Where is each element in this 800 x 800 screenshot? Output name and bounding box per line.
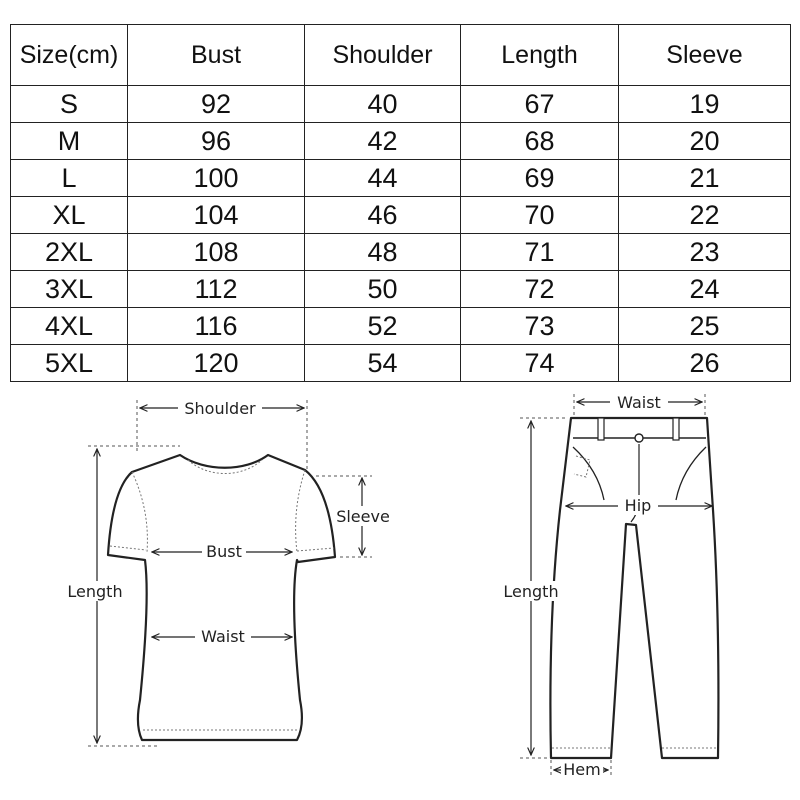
header-bust: Bust — [128, 25, 305, 86]
cell-size: 5XL — [11, 345, 128, 382]
shirt-bust-label: Bust — [206, 542, 242, 561]
table-row — [11, 234, 791, 271]
cell-shoulder: 42 — [305, 123, 461, 160]
cell-length: 70 — [461, 197, 619, 234]
cell-bust: 112 — [128, 271, 305, 308]
cell-size: 3XL — [11, 271, 128, 308]
cell-shoulder: 44 — [305, 160, 461, 197]
shirt-sleeve-label: Sleeve — [336, 507, 390, 526]
table-row — [11, 86, 791, 123]
size-chart-table — [10, 24, 791, 382]
cell-length: 67 — [461, 86, 619, 123]
table-row — [11, 197, 791, 234]
cell-shoulder: 52 — [305, 308, 461, 345]
table-row — [11, 123, 791, 160]
cell-length: 68 — [461, 123, 619, 160]
tshirt-outline — [108, 455, 335, 740]
pants-diagram — [500, 392, 718, 780]
cell-sleeve: 24 — [619, 271, 791, 308]
garment-measurement-diagram — [0, 380, 800, 800]
header-length: Length — [461, 25, 619, 86]
belt-loop-left — [598, 418, 604, 440]
cell-shoulder: 54 — [305, 345, 461, 382]
cell-size: XL — [11, 197, 128, 234]
cell-sleeve: 26 — [619, 345, 791, 382]
pants-button — [635, 434, 643, 442]
shirt-waist-label: Waist — [201, 627, 245, 646]
table-header-row — [11, 25, 791, 86]
pants-length-label: Length — [503, 582, 559, 601]
tshirt-diagram — [64, 398, 392, 746]
cell-length: 71 — [461, 234, 619, 271]
cell-size: S — [11, 86, 128, 123]
cell-shoulder: 48 — [305, 234, 461, 271]
cell-shoulder: 50 — [305, 271, 461, 308]
cell-shoulder: 46 — [305, 197, 461, 234]
table-row — [11, 345, 791, 382]
cell-bust: 96 — [128, 123, 305, 160]
pants-hem-label: Hem — [563, 760, 601, 779]
table-row — [11, 271, 791, 308]
cell-bust: 104 — [128, 197, 305, 234]
cell-bust: 120 — [128, 345, 305, 382]
belt-loop-right — [673, 418, 679, 440]
cell-size: L — [11, 160, 128, 197]
header-size: Size(cm) — [11, 25, 128, 86]
cell-size: 2XL — [11, 234, 128, 271]
cell-sleeve: 21 — [619, 160, 791, 197]
shirt-length-label: Length — [67, 582, 123, 601]
table-row — [11, 308, 791, 345]
cell-size: M — [11, 123, 128, 160]
cell-length: 72 — [461, 271, 619, 308]
cell-shoulder: 40 — [305, 86, 461, 123]
header-shoulder: Shoulder — [305, 25, 461, 86]
cell-bust: 92 — [128, 86, 305, 123]
cell-sleeve: 22 — [619, 197, 791, 234]
cell-length: 69 — [461, 160, 619, 197]
header-sleeve: Sleeve — [619, 25, 791, 86]
shirt-shoulder-label: Shoulder — [184, 399, 256, 418]
cell-length: 74 — [461, 345, 619, 382]
pants-waist-label: Waist — [617, 393, 661, 412]
table-row — [11, 160, 791, 197]
cell-sleeve: 19 — [619, 86, 791, 123]
cell-bust: 100 — [128, 160, 305, 197]
cell-bust: 108 — [128, 234, 305, 271]
cell-length: 73 — [461, 308, 619, 345]
cell-size: 4XL — [11, 308, 128, 345]
cell-sleeve: 23 — [619, 234, 791, 271]
pants-outline — [550, 418, 718, 758]
cell-bust: 116 — [128, 308, 305, 345]
cell-sleeve: 25 — [619, 308, 791, 345]
pants-hip-label: Hip — [624, 496, 652, 515]
cell-sleeve: 20 — [619, 123, 791, 160]
